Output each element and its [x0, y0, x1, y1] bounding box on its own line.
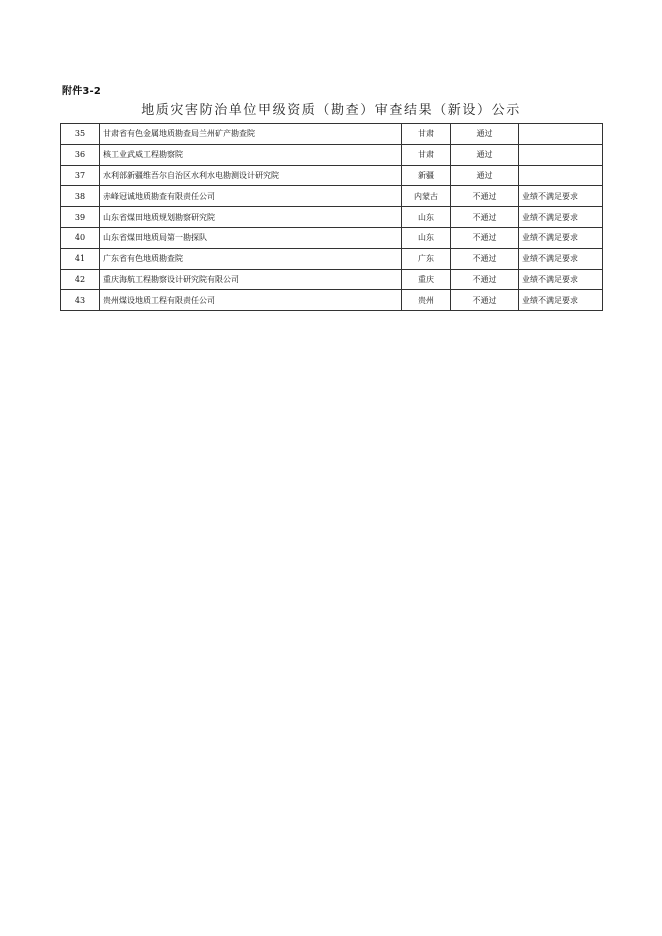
region: 甘肃 [402, 144, 451, 165]
region: 内蒙古 [402, 186, 451, 207]
remark: 业绩不满足要求 [519, 248, 603, 269]
table-row [61, 269, 603, 290]
region: 甘肃 [402, 124, 451, 145]
remark: 业绩不满足要求 [519, 227, 603, 248]
remark: 业绩不满足要求 [519, 269, 603, 290]
unit-name: 山东省煤田地质局第一勘探队 [100, 227, 402, 248]
unit-name: 山东省煤田地质规划勘察研究院 [100, 207, 402, 228]
region: 重庆 [402, 269, 451, 290]
remark [519, 144, 603, 165]
remark: 业绩不满足要求 [519, 207, 603, 228]
table-row [61, 165, 603, 186]
region: 新疆 [402, 165, 451, 186]
row-number: 40 [61, 227, 100, 248]
review-result: 不通过 [451, 186, 519, 207]
review-result: 不通过 [451, 269, 519, 290]
document-title: 地质灾害防治单位甲级资质（勘查）审查结果（新设）公示 [141, 103, 521, 118]
table-row [61, 227, 603, 248]
remark [519, 165, 603, 186]
region: 贵州 [402, 290, 451, 311]
row-number: 39 [61, 207, 100, 228]
region: 广东 [402, 248, 451, 269]
results-table [60, 123, 603, 311]
row-number: 36 [61, 144, 100, 165]
review-result: 不通过 [451, 207, 519, 228]
table-row [61, 186, 603, 207]
row-number: 35 [61, 124, 100, 145]
table-row [61, 207, 603, 228]
table-row [61, 248, 603, 269]
unit-name: 水利部新疆维吾尔自治区水利水电勘测设计研究院 [100, 165, 402, 186]
review-result: 通过 [451, 144, 519, 165]
unit-name: 核工业武威工程勘察院 [100, 144, 402, 165]
remark: 业绩不满足要求 [519, 186, 603, 207]
region: 山东 [402, 207, 451, 228]
review-result: 不通过 [451, 227, 519, 248]
unit-name: 广东省有色地质勘查院 [100, 248, 402, 269]
row-number: 42 [61, 269, 100, 290]
row-number: 41 [61, 248, 100, 269]
unit-name: 赤峰冠诚地质勘查有限责任公司 [100, 186, 402, 207]
region: 山东 [402, 227, 451, 248]
unit-name: 重庆海航工程勘察设计研究院有限公司 [100, 269, 402, 290]
unit-name: 贵州煤设地质工程有限责任公司 [100, 290, 402, 311]
row-number: 37 [61, 165, 100, 186]
remark [519, 124, 603, 145]
unit-name: 甘肃省有色金属地质勘查局兰州矿产勘查院 [100, 124, 402, 145]
review-result: 不通过 [451, 248, 519, 269]
row-number: 38 [61, 186, 100, 207]
table-row [61, 290, 603, 311]
review-result: 通过 [451, 124, 519, 145]
row-number: 43 [61, 290, 100, 311]
review-result: 通过 [451, 165, 519, 186]
table-row [61, 144, 603, 165]
remark: 业绩不满足要求 [519, 290, 603, 311]
review-result: 不通过 [451, 290, 519, 311]
attachment-label: 附件3-2 [62, 86, 102, 97]
table-row [61, 124, 603, 145]
